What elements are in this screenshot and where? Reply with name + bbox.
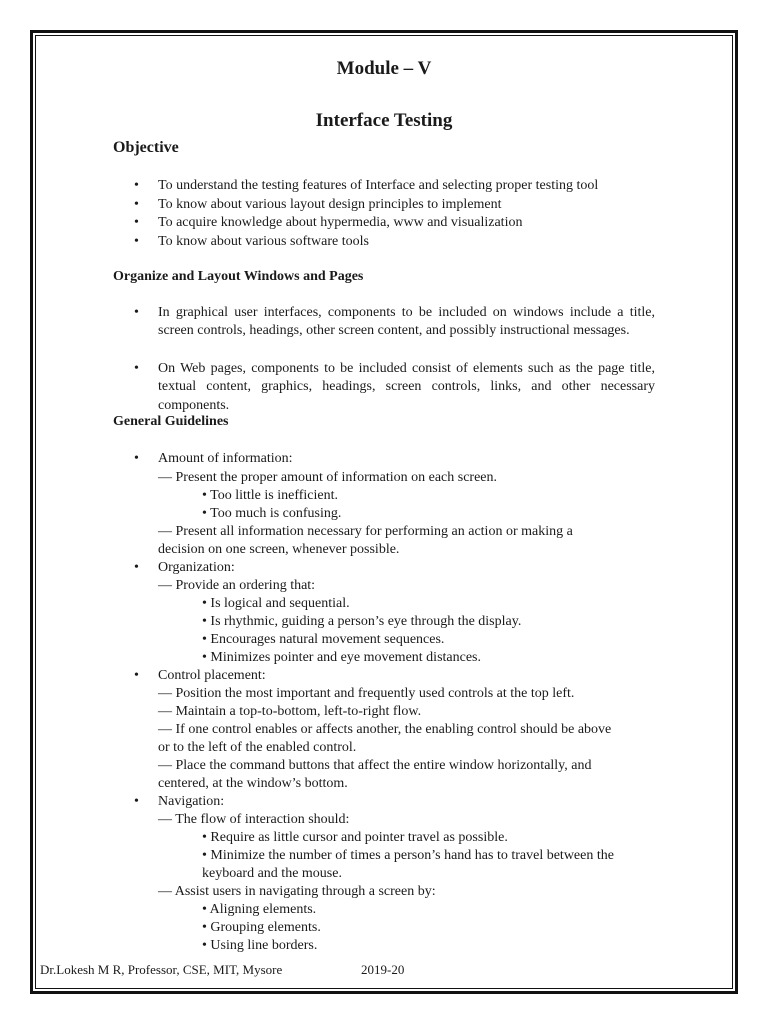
objective-heading: Objective [113,139,179,156]
bullet-icon: • [134,794,139,809]
section-heading-layout: Organize and Layout Windows and Pages [113,269,364,284]
bullet-icon: • [134,560,139,575]
guideline-subline: • Require as little cursor and pointer travel as possible. [202,830,508,845]
layout-item-web: On Web pages, components to be included consist of elements such as the page title, textual content, graphics, headings, screen controls, links, and other necessary components. [158,361,655,413]
bullet-icon: • [134,215,139,230]
guideline-subline: • Too much is confusing. [202,506,342,521]
guideline-line: — Maintain a top-to-bottom, left-to-right flow. [158,704,422,719]
bullet-icon: • [134,668,139,683]
footer-author: Dr.Lokesh M R, Professor, CSE, MIT, Mysore [40,962,283,977]
guideline-subline: • Too little is inefficient. [202,488,338,503]
module-heading: Module – V [336,58,432,79]
bullet-icon: • [134,451,139,466]
guideline-control-placement: Control placement: [158,668,266,683]
guideline-line: — Provide an ordering that: [158,578,316,593]
guideline-line: — Place the command buttons that affect the entire window horizontally, and [158,758,592,773]
section-heading-guidelines: General Guidelines [113,414,229,429]
objective-item: To understand the testing features of Interface and selecting proper testing tool [158,178,599,193]
bullet-icon: • [134,197,139,212]
guideline-line: — Present the proper amount of information on each screen. [158,470,498,485]
bullet-icon: • [134,234,139,249]
objective-item: To know about various layout design principles to implement [158,197,502,212]
guideline-subline: keyboard and the mouse. [202,866,342,881]
guideline-organization: Organization: [158,560,235,575]
guideline-subline: • Minimizes pointer and eye movement distances. [202,650,481,665]
guideline-line: — Assist users in navigating through a screen by: [158,884,436,899]
guideline-line: — The flow of interaction should: [158,812,350,827]
objective-item: To acquire knowledge about hypermedia, www and visualization [158,215,523,230]
bullet-icon: • [134,361,139,376]
guideline-line: or to the left of the enabled control. [158,740,357,755]
guideline-subline: • Is rhythmic, guiding a person’s eye through the display. [202,614,522,629]
page-title: Interface Testing [315,110,453,131]
guideline-line: centered, at the window’s bottom. [158,776,348,791]
footer-year: 2019-20 [361,962,405,977]
bullet-icon: • [134,305,139,320]
guideline-navigation: Navigation: [158,794,225,809]
objective-item: To know about various software tools [158,234,369,249]
guideline-line: — Present all information necessary for performing an action or making a [158,524,573,539]
guideline-line: decision on one screen, whenever possible. [158,542,400,557]
guideline-line: — Position the most important and frequently used controls at the top left. [158,686,575,701]
guideline-subline: • Using line borders. [202,938,318,953]
guideline-subline: • Grouping elements. [202,920,321,935]
guideline-subline: • Encourages natural movement sequences. [202,632,445,647]
guideline-amount: Amount of information: [158,451,293,466]
bullet-icon: • [134,178,139,193]
guideline-subline: • Aligning elements. [202,902,317,917]
guideline-subline: • Minimize the number of times a person’s hand has to travel between the [202,848,614,863]
layout-item-gui: In graphical user interfaces, components to be included on windows include a title, screen controls, headings, other screen content, and possibly instructional messages. [158,305,655,339]
guideline-line: — If one control enables or affects another, the enabling control should be above [158,722,612,737]
guideline-subline: • Is logical and sequential. [202,596,350,611]
